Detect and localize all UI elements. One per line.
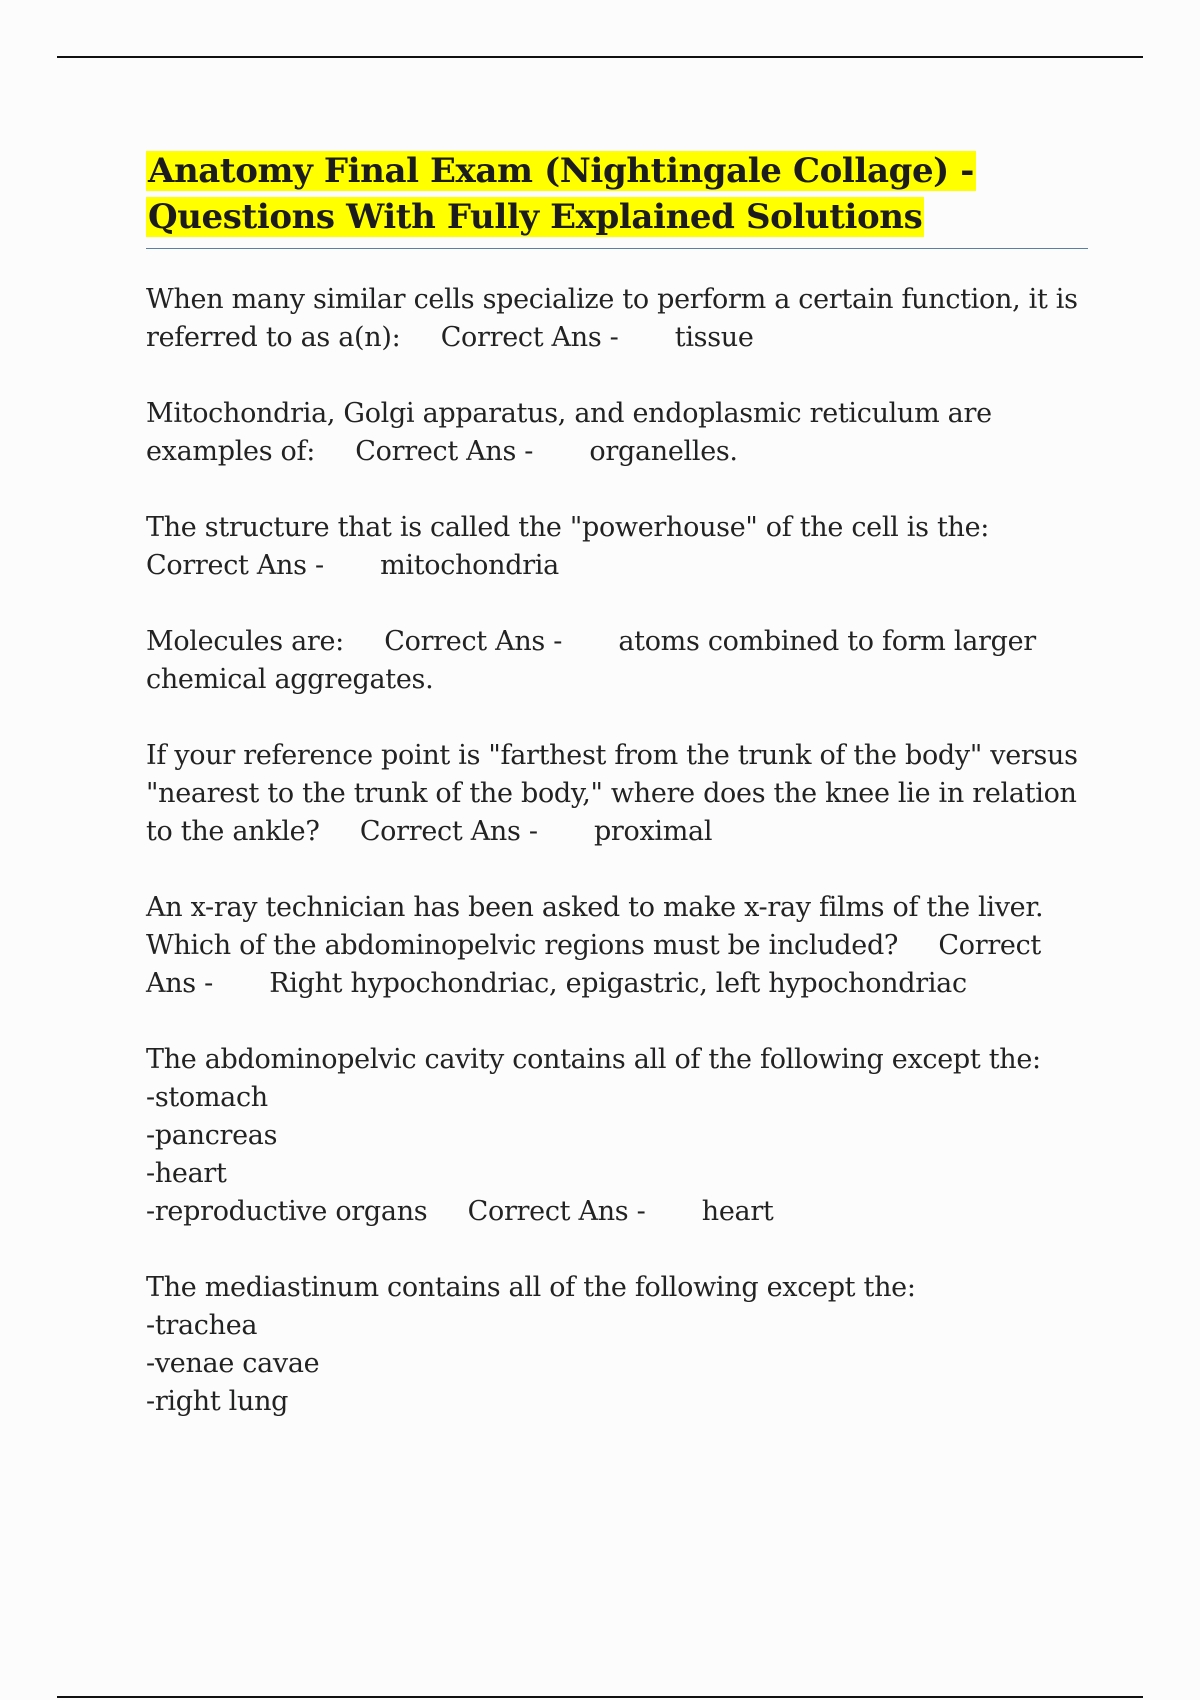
question-item-7 bbox=[146, 1041, 1090, 1231]
answer-text: tissue bbox=[674, 322, 754, 353]
question-item-6 bbox=[146, 889, 1090, 1003]
correct-answer-label: Correct Ans - bbox=[355, 436, 534, 467]
question-text: Mitochondria, Golgi apparatus, and endoplasmic reticulum are examples of: bbox=[146, 398, 992, 467]
option-text: -trachea bbox=[146, 1310, 258, 1341]
question-item-2 bbox=[146, 395, 1090, 471]
question-text: When many similar cells specialize to perform a certain function, it is referred to as a(n): bbox=[146, 284, 1078, 353]
answer-text: mitochondria bbox=[380, 550, 559, 581]
option-text: -right lung bbox=[146, 1386, 289, 1417]
option-text: -venae cavae bbox=[146, 1348, 320, 1379]
answer-text: organelles. bbox=[589, 436, 738, 467]
question-text: The structure that is called the "powerhouse" of the cell is the: bbox=[146, 512, 990, 543]
answer-text: Right hypochondriac, epigastric, left hypochondriac bbox=[269, 968, 967, 999]
correct-answer-label: Correct Ans - bbox=[146, 550, 324, 581]
document-title bbox=[146, 148, 1090, 240]
question-list bbox=[146, 281, 1090, 1421]
correct-answer-label: Correct Ans - bbox=[467, 1196, 646, 1227]
option-text: -reproductive organs bbox=[146, 1196, 428, 1227]
correct-answer-label: Correct Ans - bbox=[384, 626, 563, 657]
option-text: -stomach bbox=[146, 1082, 268, 1113]
question-item-8 bbox=[146, 1269, 1090, 1421]
question-item-5 bbox=[146, 737, 1090, 851]
correct-answer-label: Correct Ans - bbox=[146, 930, 1041, 999]
question-text: Molecules are: bbox=[146, 626, 344, 657]
title-line-1: Anatomy Final Exam (Nightingale Collage) - bbox=[148, 151, 975, 191]
answer-text: heart bbox=[701, 1196, 774, 1227]
question-text: If your reference point is "farthest from the trunk of the body" versus "nearest to the trunk of the body," where does the knee lie in relation to the ankle? bbox=[146, 740, 1078, 847]
question-text: The mediastinum contains all of the following except the: bbox=[146, 1272, 916, 1303]
question-item-1 bbox=[146, 281, 1090, 357]
document-body bbox=[146, 148, 1090, 1459]
correct-answer-label: Correct Ans - bbox=[359, 816, 538, 847]
answer-text: proximal bbox=[593, 816, 713, 847]
title-line-2: Questions With Fully Explained Solutions bbox=[148, 197, 923, 237]
option-text: -pancreas bbox=[146, 1120, 278, 1151]
page-top-rule bbox=[57, 56, 1143, 58]
option-text: -heart bbox=[146, 1158, 227, 1189]
question-item-3 bbox=[146, 509, 1090, 585]
page-bottom-rule bbox=[57, 1696, 1143, 1698]
question-text: An x-ray technician has been asked to make x-ray films of the liver. Which of the abdominopelvic regions must be included? bbox=[146, 892, 1044, 961]
title-underline bbox=[146, 248, 1088, 249]
correct-answer-label: Correct Ans - bbox=[440, 322, 619, 353]
question-text: The abdominopelvic cavity contains all of the following except the: bbox=[146, 1044, 1041, 1075]
question-item-4 bbox=[146, 623, 1090, 699]
answer-text: atoms combined to form larger chemical aggregates. bbox=[146, 626, 1036, 695]
